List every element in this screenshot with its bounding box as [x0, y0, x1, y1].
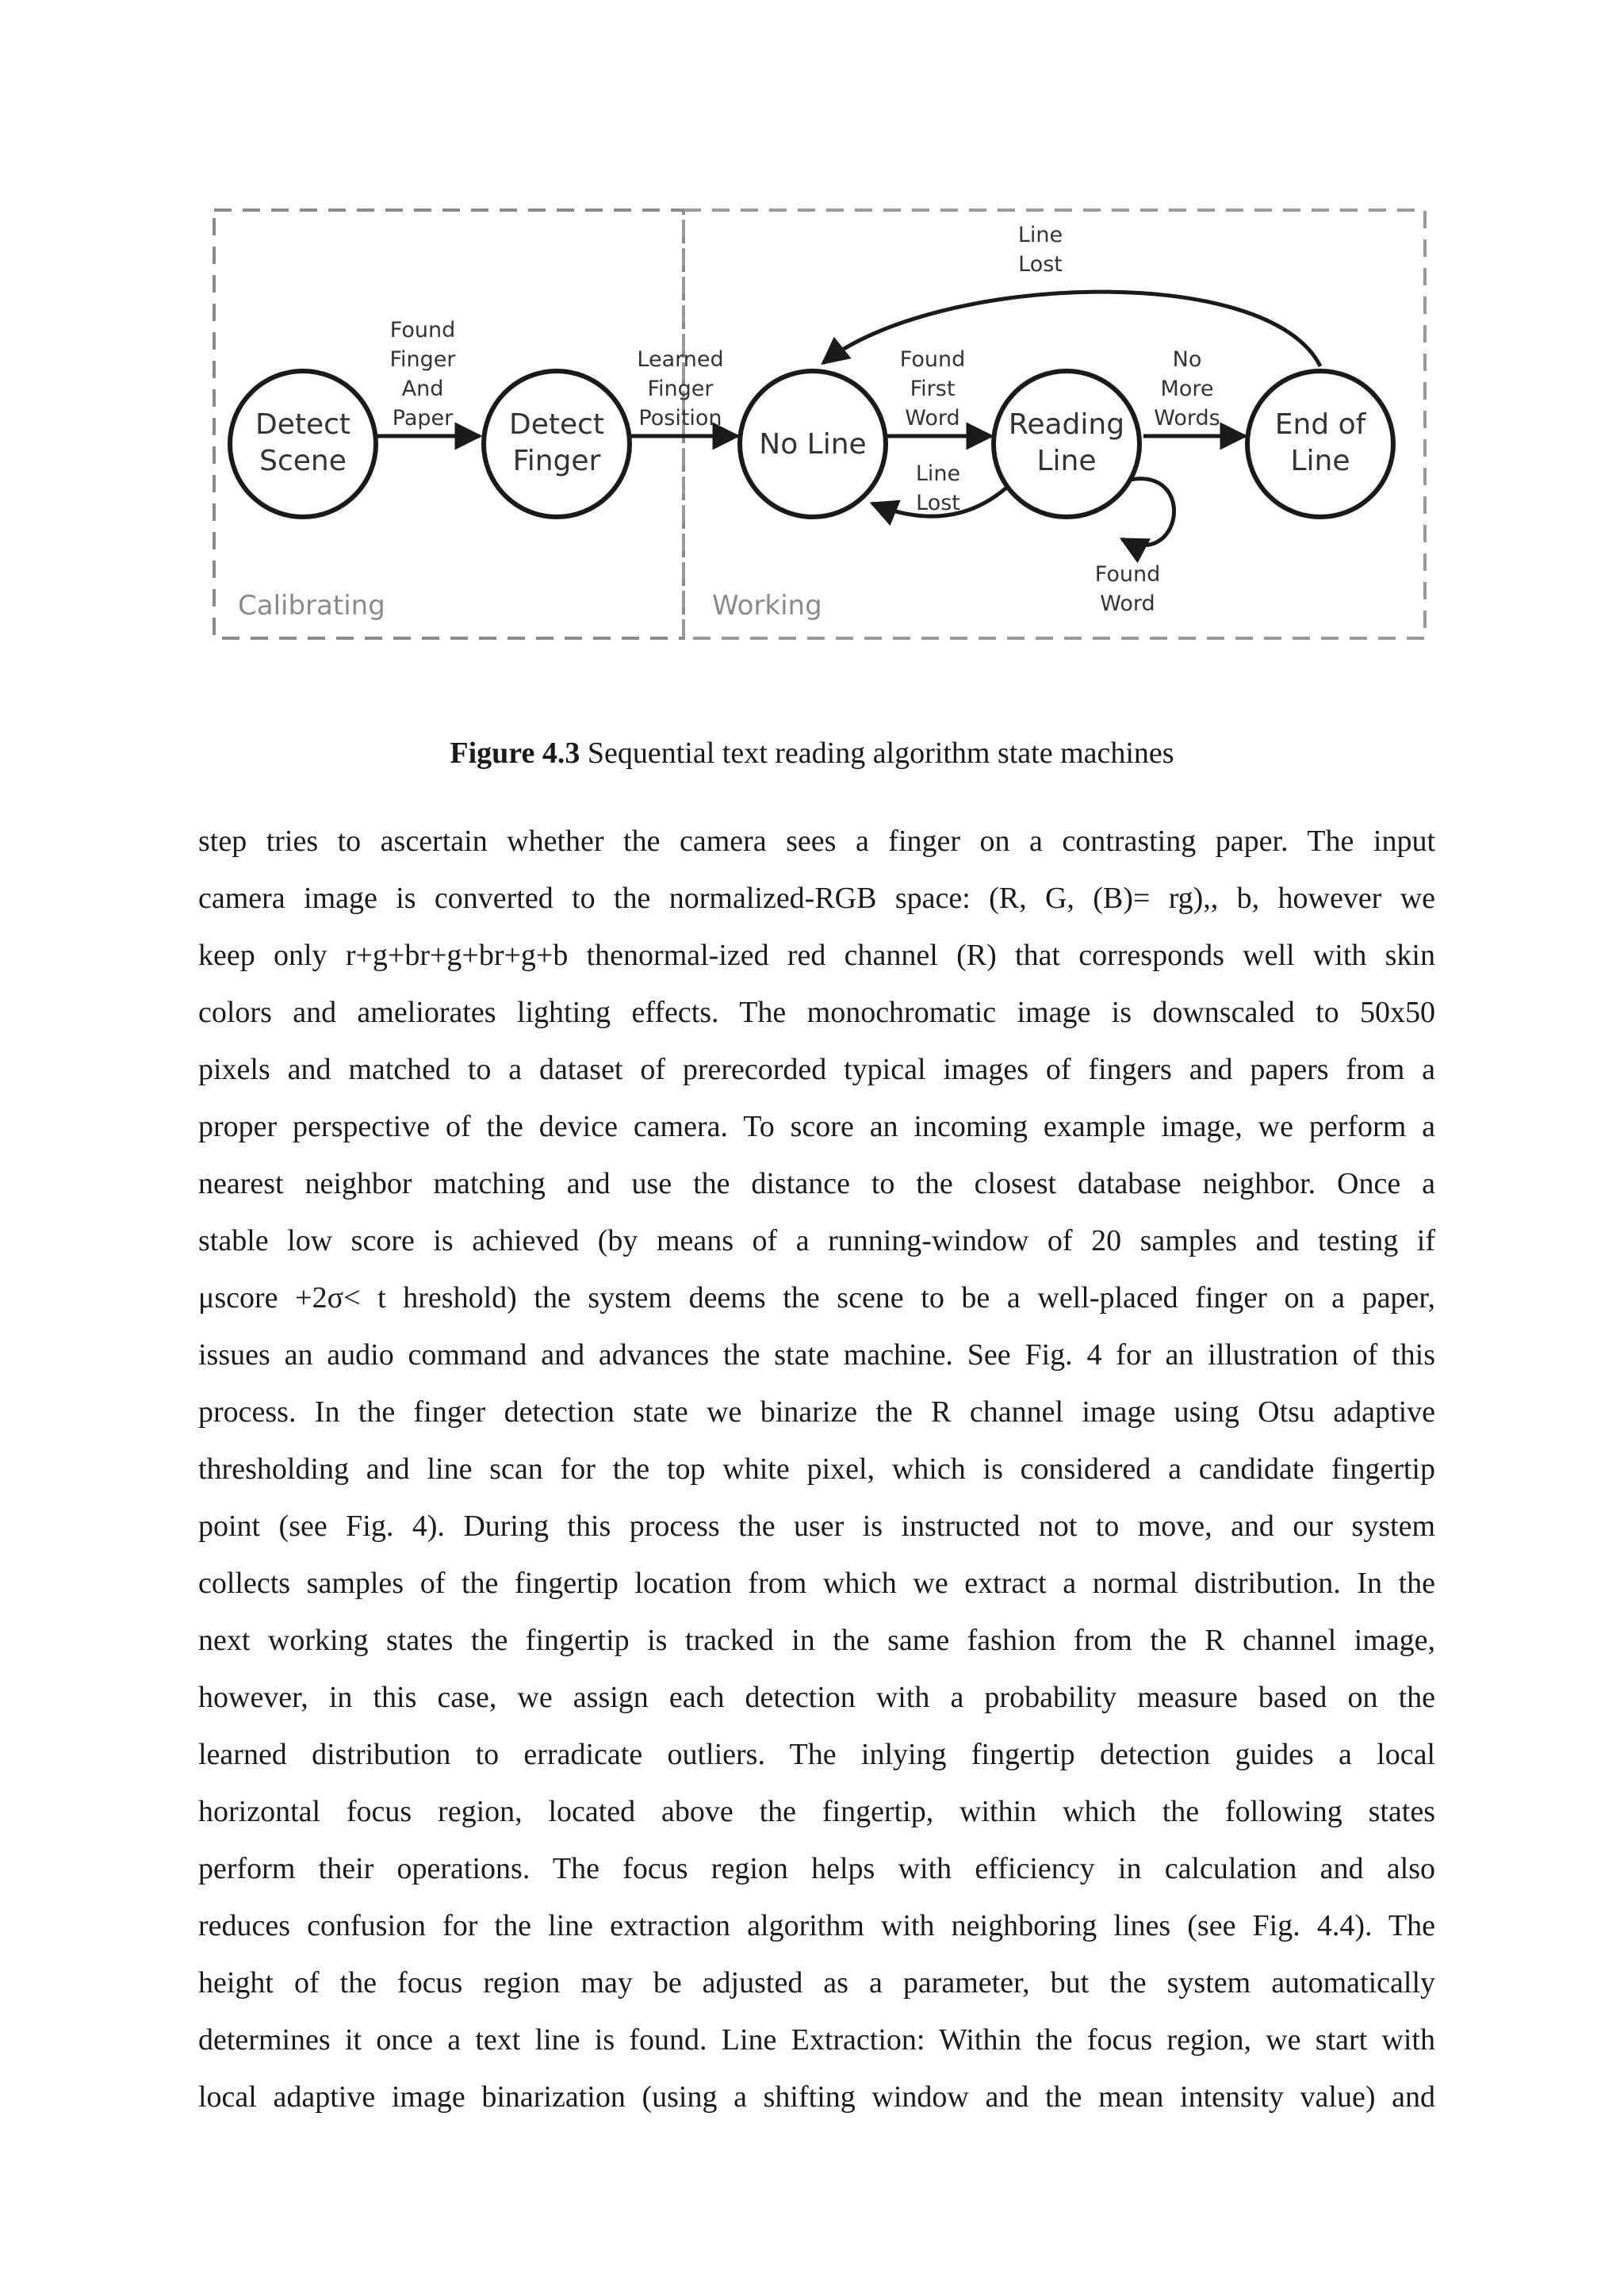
svg-text:Learned: Learned: [637, 347, 724, 372]
svg-text:Words: Words: [1154, 406, 1220, 430]
svg-text:Reading: Reading: [1008, 408, 1125, 441]
svg-text:No: No: [1172, 347, 1202, 372]
figure-caption: [0, 729, 1624, 777]
svg-text:Detect: Detect: [255, 408, 351, 441]
body-line: horizontal focus region, located above the fingertip, within which the following states: [198, 1795, 1435, 1828]
svg-text:Scene: Scene: [259, 445, 347, 477]
svg-text:Finger: Finger: [647, 377, 714, 401]
body-line: reduces confusion for the line extraction algorithm with neighboring lines (see Fig. 4.4). The: [198, 1909, 1435, 1942]
svg-text:Lost: Lost: [1018, 252, 1063, 277]
svg-text:Finger: Finger: [512, 445, 601, 477]
body-line: height of the focus region may be adjusted as a parameter, but the system automatically: [198, 1966, 1435, 1999]
state-detect-finger: [484, 371, 630, 517]
svg-text:Line: Line: [1290, 445, 1350, 477]
label-learned-finger-position: [637, 347, 723, 430]
state-detect-scene: [230, 371, 376, 517]
svg-text:Line: Line: [1036, 445, 1097, 477]
body-line: thresholding and line scan for the top white pixel, which is considered a candidate fingertip: [198, 1452, 1435, 1486]
svg-text:And: And: [401, 377, 444, 401]
body-line: nearest neighbor matching and use the distance to the closest database neighbor. Once a: [198, 1167, 1435, 1200]
svg-text:Line: Line: [915, 461, 961, 486]
svg-text:Detect: Detect: [508, 408, 605, 441]
body-line: pixels and matched to a dataset of prerecorded typical images of fingers and papers from a: [198, 1053, 1435, 1086]
figure-number: Figure 4.3: [450, 737, 580, 770]
body-line: determines it once a text line is found. Line Extraction: Within the focus region, we start with: [198, 2023, 1435, 2057]
svg-text:Found: Found: [899, 347, 966, 372]
body-line: perform their operations. The focus region helps with efficiency in calculation and also: [198, 1852, 1435, 1885]
body-line: colors and ameliorates lighting effects. The monochromatic image is downscaled to 50x50: [198, 996, 1435, 1029]
edge-line-lost-top: [823, 292, 1320, 366]
label-found-word: [1095, 562, 1160, 616]
svg-text:Found: Found: [1094, 562, 1161, 587]
svg-text:Paper: Paper: [392, 406, 454, 430]
body-line: camera image is converted to the normalized-RGB space: (R, G, (B)= rg),, b, however we: [198, 882, 1435, 915]
body-line: step tries to ascertain whether the camera sees a finger on a contrasting paper. The input: [198, 825, 1435, 858]
state-no-line: [740, 371, 886, 517]
label-line-lost-top: [1018, 223, 1063, 277]
svg-text:Found: Found: [389, 318, 456, 342]
calibrating-label: Calibrating: [238, 590, 385, 622]
label-found-finger-and-paper: [389, 318, 456, 430]
body-line: stable low score is achieved (by means of a running-window of 20 samples and testing if: [198, 1224, 1435, 1257]
body-line: point (see Fig. 4). During this process the user is instructed not to move, and our system: [198, 1510, 1435, 1543]
state-reading-line: [994, 371, 1139, 517]
edge-found-word-self-loop: [1122, 479, 1174, 545]
label-no-more-words: [1154, 347, 1220, 430]
state-machine-diagram: [0, 0, 1624, 682]
svg-text:More: More: [1160, 377, 1214, 401]
svg-text:Word: Word: [1100, 591, 1155, 616]
body-line: proper perspective of the device camera. To score an incoming example image, we perform a: [198, 1110, 1435, 1143]
label-found-first-word: [900, 347, 965, 430]
svg-text:Line: Line: [1017, 223, 1063, 247]
svg-text:No Line: No Line: [759, 428, 867, 461]
body-line: however, in this case, we assign each detection with a probability measure based on the: [198, 1681, 1435, 1714]
body-line: collects samples of the fingertip location from which we extract a normal distribution. In the: [198, 1567, 1435, 1600]
svg-text:Lost: Lost: [916, 491, 960, 515]
svg-text:Finger: Finger: [389, 347, 456, 372]
body-line: next working states the fingertip is tracked in the same fashion from the R channel image,: [198, 1624, 1435, 1657]
svg-text:First: First: [910, 377, 956, 401]
working-label: Working: [712, 590, 822, 622]
body-line: μscore +2σ< t hreshold) the system deems the scene to be a well-placed finger on a paper,: [198, 1281, 1435, 1314]
body-line: local adaptive image binarization (using a shifting window and the mean intensity value) and: [198, 2080, 1435, 2114]
body-paragraph: [198, 813, 1435, 2126]
figure-caption-text: Sequential text reading algorithm state machines: [587, 737, 1174, 770]
body-line: issues an audio command and advances the state machine. See Fig. 4 for an illustration of this: [198, 1338, 1435, 1372]
svg-text:Word: Word: [905, 406, 960, 430]
body-line: learned distribution to erradicate outliers. The inlying fingertip detection guides a local: [198, 1738, 1435, 1771]
svg-text:End of: End of: [1274, 408, 1366, 441]
body-line: keep only r+g+br+g+br+g+b thenormal-ized red channel (R) that corresponds well with skin: [198, 939, 1435, 972]
state-end-of-line: [1247, 371, 1393, 517]
label-line-lost-inner: [916, 461, 960, 515]
svg-text:Position: Position: [638, 406, 722, 430]
body-line: process. In the finger detection state we binarize the R channel image using Otsu adaptive: [198, 1395, 1435, 1429]
